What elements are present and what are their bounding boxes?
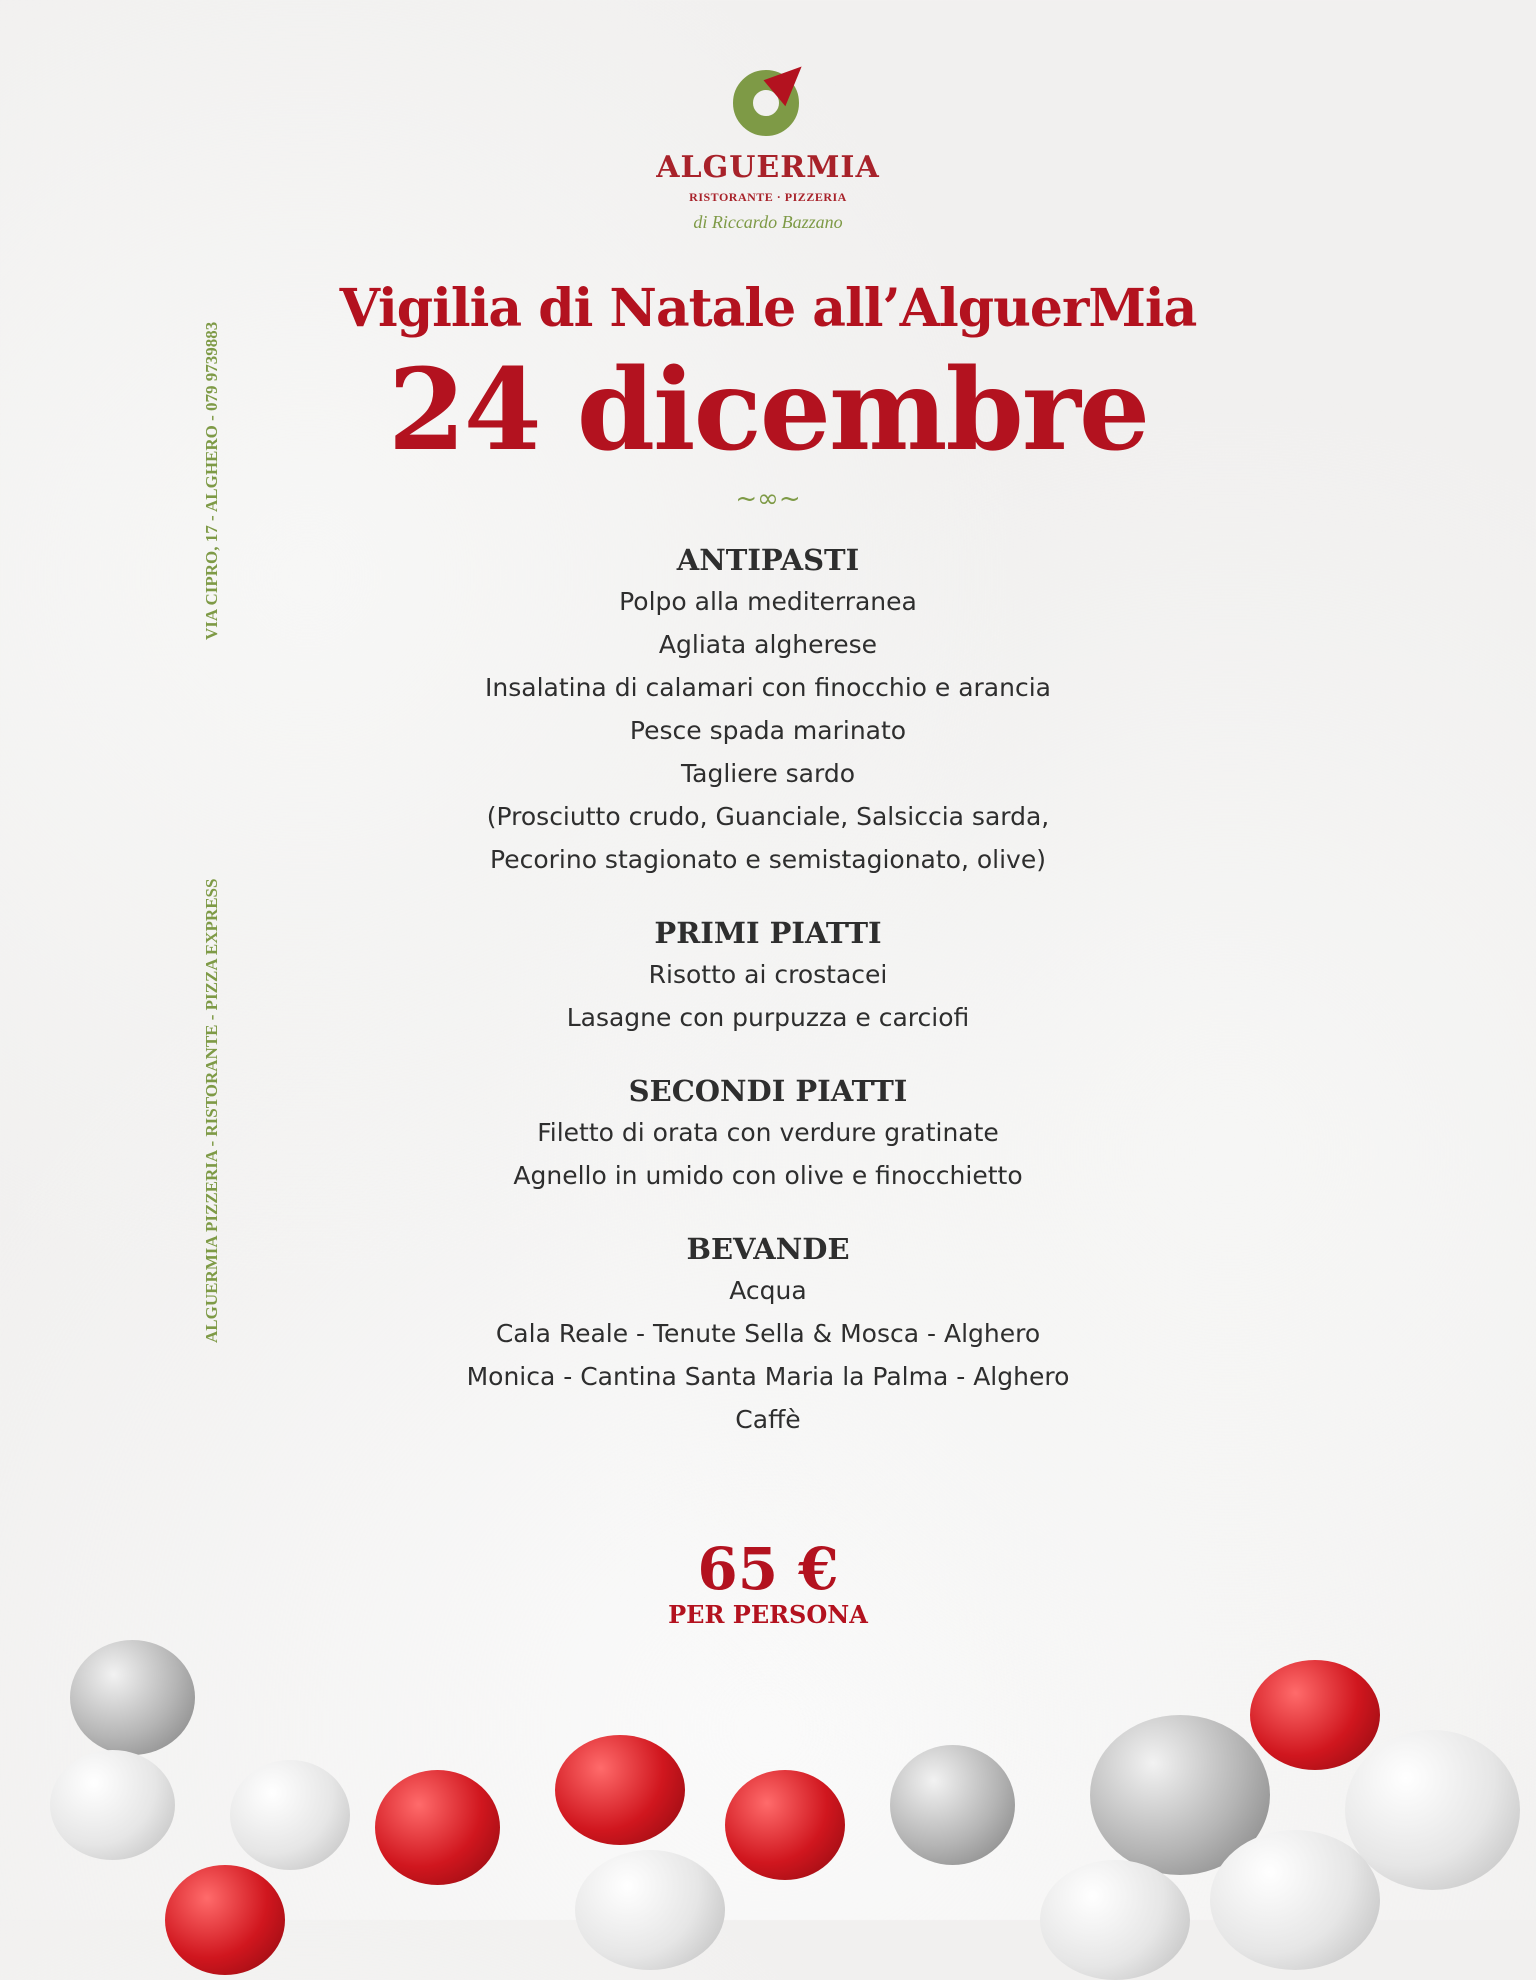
price: 65 € [697, 1535, 839, 1603]
menu-item: Pesce spada marinato [629, 716, 907, 745]
menu-section [0, 1071, 1536, 1197]
menu-item: Agliata algherese [658, 630, 878, 659]
menu-item: Monica - Cantina Santa Maria la Palma - Alghero [466, 1362, 1070, 1391]
menu-item: Insalatina di calamari con finocchio e arancia [485, 673, 1051, 702]
brand-subtitle: RISTORANTE · PIZZERIA [689, 190, 847, 204]
price-note: PER PERSONA [668, 1600, 868, 1629]
side-tagline: ALGUERMIA PIZZERIA - RISTORANTE - PIZZA EXPRESS [202, 878, 221, 1343]
section-title: ANTIPASTI [676, 543, 860, 577]
menu-item: Pecorino stagionato e semistagionato, olive) [490, 845, 1046, 874]
menu-item: Filetto di orata con verdure gratinate [537, 1118, 999, 1147]
section-title: BEVANDE [686, 1232, 850, 1266]
menu-section [0, 540, 1536, 881]
menu-item: Cala Reale - Tenute Sella & Mosca - Alghero [495, 1319, 1041, 1348]
brand-name: ALGUERMIA [656, 150, 880, 185]
menu-item: Tagliere sardo [681, 759, 855, 788]
menu-section [0, 913, 1536, 1039]
menu [0, 540, 1536, 1473]
menu-item: Lasagne con purpuzza e carciofi [566, 1003, 970, 1032]
side-address: VIA CIPRO, 17 - ALGHERO - 079 9739883 [202, 321, 221, 640]
menu-item: Polpo alla mediterranea [619, 587, 917, 616]
section-title: SECONDI PIATTI [628, 1074, 908, 1108]
page-title: Vigilia di Natale all’AlguerMia [339, 278, 1197, 339]
section-title: PRIMI PIATTI [654, 916, 882, 950]
flourish-icon: ~∞~ [735, 484, 801, 514]
menu-item: Risotto ai crostacei [648, 960, 888, 989]
menu-item: Agnello in umido con olive e finocchietto [513, 1161, 1023, 1190]
menu-item: (Prosciutto crudo, Guanciale, Salsiccia sarda, [486, 802, 1050, 831]
brand-signature: di Riccardo Bazzano [693, 212, 843, 232]
menu-item: Acqua [729, 1276, 807, 1305]
menu-item: Caffè [735, 1405, 801, 1434]
menu-section [0, 1229, 1536, 1441]
event-date: 24 dicembre [387, 345, 1149, 476]
